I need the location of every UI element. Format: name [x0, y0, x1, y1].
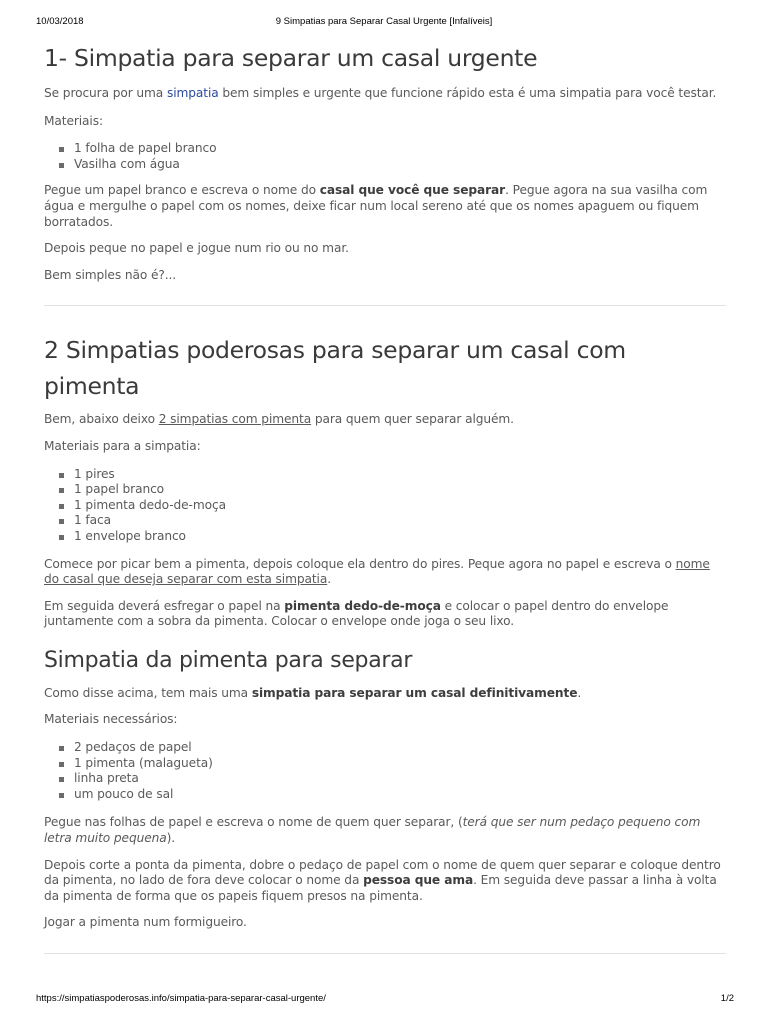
bullet-icon	[59, 793, 64, 798]
section-2-materials-list	[44, 467, 726, 545]
list-item: um pouco de sal	[44, 787, 726, 803]
bullet-icon	[59, 163, 64, 168]
section-2-paragraph-2: Em seguida deverá esfregar o papel na pimenta dedo-de-moça e colocar o papel dentro do envelope juntamente com a sobra da pimenta. Colocar o envelope onde joga o seu lixo.	[44, 598, 669, 629]
simpatia-link[interactable]: simpatia	[166, 86, 219, 100]
section-3-paragraph-3: Jogar a pimenta num formigueiro.	[44, 915, 247, 930]
nome-do-casal-link[interactable]: nome do casal que deseja separar com esta simpatia	[44, 556, 710, 587]
bullet-icon	[59, 504, 64, 509]
section-3-heading: Simpatia da pimenta para separar	[44, 647, 413, 673]
section-1-paragraph-1: Pegue um papel branco e escreva o nome do casal que você que separar. Pegue agora na sua vasilha com água e mergulhe o papel com os nomes, deixe ficar num local sereno até que os nomes apaguem ou fiquem borratados.	[44, 183, 708, 229]
article-content	[44, 40, 726, 954]
bullet-icon	[59, 762, 64, 767]
section-1-heading: 1- Simpatia para separar um casal urgente	[44, 44, 538, 72]
section-1-materials-list	[44, 141, 726, 172]
print-url: https://simpatiaspoderosas.info/simpatia-para-separar-casal-urgente/	[36, 993, 326, 1004]
bullet-icon	[59, 746, 64, 751]
bullet-icon	[59, 488, 64, 493]
section-2-paragraph-1: Comece por picar bem a pimenta, depois coloque ela dentro do pires. Peque agora no papel e escreva o nome do casal que deseja separar com esta simpatia.	[44, 556, 710, 587]
list-item: 2 pedaços de papel	[44, 740, 726, 756]
section-3-paragraph-2: Depois corte a ponta da pimenta, dobre o pedaço de papel com o nome de quem quer separar e coloque dentro da pimenta, no lado de fora deve colocar o nome da pessoa que ama. Em seguida deve passar a linha à volta da pimenta de forma que os papeis fiquem presos na pimenta.	[44, 857, 721, 903]
section-1-intro: Se procura por uma simpatia bem simples e urgente que funcione rápido esta é uma simpatia para você testar.	[44, 86, 717, 100]
section-2-intro: Bem, abaixo deixo 2 simpatias com pimenta para quem quer separar alguém.	[44, 412, 514, 427]
section-divider	[44, 953, 726, 954]
section-3-materials-list	[44, 740, 726, 802]
pimenta-link[interactable]: 2 simpatias com pimenta	[158, 412, 312, 427]
section-2-heading: 2 Simpatias poderosas para separar um casal com pimenta	[44, 336, 626, 401]
list-item: linha preta	[44, 771, 726, 787]
section-2-materials-label: Materiais para a simpatia:	[44, 438, 201, 453]
print-footer	[0, 993, 768, 1007]
print-doc-title: 9 Simpatias para Separar Casal Urgente [Infalíveis]	[275, 16, 493, 27]
section-3-intro: Como disse acima, tem mais uma simpatia para separar um casal definitivamente.	[44, 685, 582, 700]
bullet-icon	[59, 777, 64, 782]
section-3-paragraph-1: Pegue nas folhas de papel e escreva o nome de quem quer separar, (terá que ser num pedaço pequeno com letra muito pequena).	[44, 815, 701, 846]
list-item: 1 envelope branco	[44, 529, 726, 545]
list-item: 1 pires	[44, 467, 726, 483]
print-date: 10/03/2018	[36, 16, 84, 27]
section-1-paragraph-2: Depois peque no papel e jogue num rio ou no mar.	[44, 241, 349, 256]
list-item: 1 folha de papel branco	[44, 141, 726, 157]
list-item: 1 pimenta dedo-de-moça	[44, 498, 726, 514]
section-3-materials-label: Materiais necessários:	[44, 712, 178, 727]
list-item: 1 faca	[44, 513, 726, 529]
section-1-paragraph-3: Bem simples não é?...	[44, 267, 177, 282]
bullet-icon	[59, 473, 64, 478]
section-1-materials-label: Materiais:	[44, 113, 103, 128]
list-item: 1 papel branco	[44, 482, 726, 498]
print-header	[0, 16, 768, 30]
bullet-icon	[59, 519, 64, 524]
list-item: Vasilha com água	[44, 157, 726, 173]
bullet-icon	[59, 535, 64, 540]
bullet-icon	[59, 147, 64, 152]
print-page-number: 1/2	[720, 993, 734, 1004]
list-item: 1 pimenta (malagueta)	[44, 756, 726, 772]
